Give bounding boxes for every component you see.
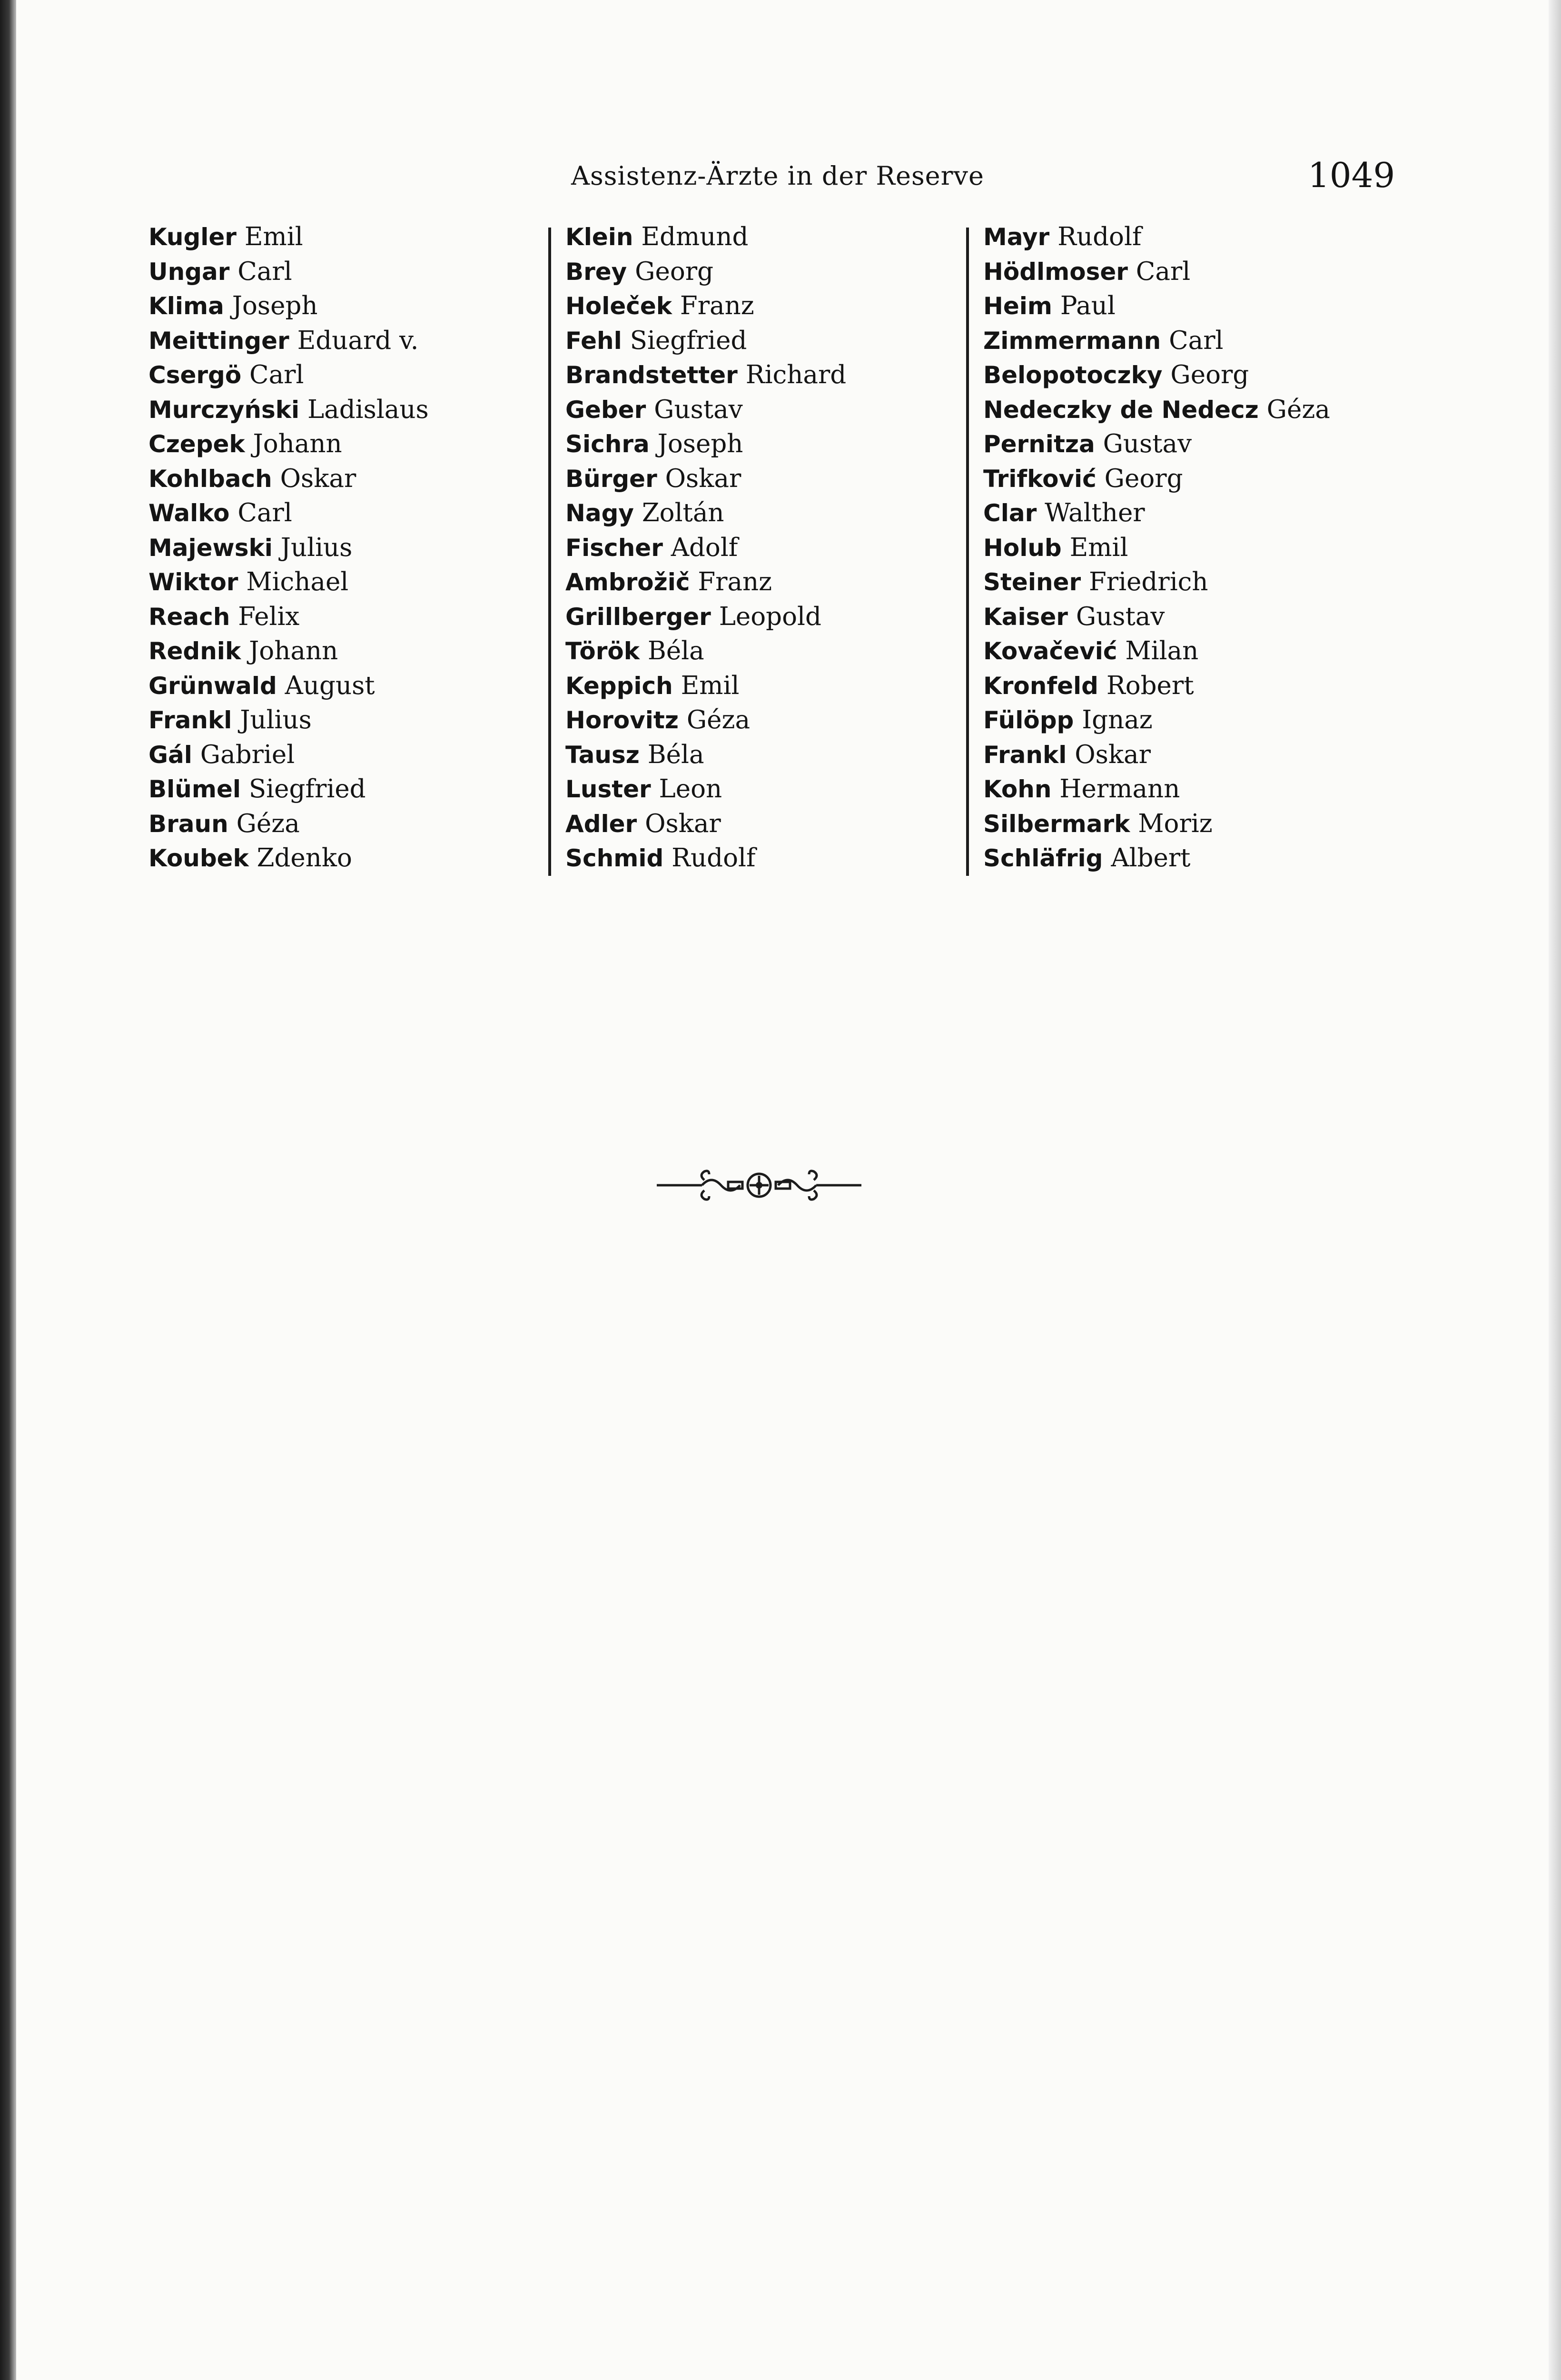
surname: Czepek	[148, 430, 245, 458]
surname: Meittinger	[148, 327, 289, 355]
surname: Clar	[983, 499, 1037, 527]
given-name: Carl	[1136, 257, 1191, 286]
surname: Kaiser	[983, 603, 1068, 631]
name-entry	[565, 289, 846, 324]
name-entry	[565, 324, 846, 358]
name-entry	[983, 358, 1330, 393]
given-name: Paul	[1060, 291, 1116, 320]
name-entry	[565, 634, 846, 669]
name-entry	[565, 738, 846, 773]
name-entry	[565, 255, 846, 289]
surname: Frankl	[983, 741, 1067, 769]
surname: Brandstetter	[565, 361, 738, 389]
name-entry	[148, 807, 429, 842]
given-name: August	[285, 671, 375, 700]
surname: Hödlmoser	[983, 258, 1128, 286]
name-entry	[148, 565, 429, 600]
name-entry	[148, 462, 429, 496]
page-binding-edge	[0, 0, 16, 2380]
given-name: Eduard v.	[297, 326, 419, 355]
surname: Horovitz	[565, 706, 679, 734]
name-entry	[983, 255, 1330, 289]
name-entry	[148, 600, 429, 635]
given-name: Walther	[1045, 498, 1145, 527]
surname: Braun	[148, 810, 228, 838]
given-name: Carl	[237, 257, 292, 286]
given-name: Hermann	[1059, 774, 1180, 803]
given-name: Géza	[686, 705, 751, 734]
running-title: Assistenz-Ärzte in der Reserve	[571, 161, 984, 191]
given-name: Carl	[249, 360, 304, 389]
name-entry	[148, 289, 429, 324]
name-entry	[565, 841, 846, 876]
name-entry	[148, 324, 429, 358]
name-entry	[983, 738, 1330, 773]
surname: Holeček	[565, 292, 672, 320]
name-entry	[565, 462, 846, 496]
given-name: Albert	[1111, 843, 1191, 873]
column-divider-1	[548, 228, 551, 876]
surname: Adler	[565, 810, 637, 838]
name-entry	[983, 565, 1330, 600]
name-entry	[565, 427, 846, 462]
given-name: Robert	[1106, 671, 1194, 700]
surname: Walko	[148, 499, 230, 527]
given-name: Siegfried	[248, 774, 366, 803]
surname: Steiner	[983, 568, 1081, 596]
given-name: Oskar	[665, 464, 741, 493]
name-entry	[565, 393, 846, 427]
surname: Heim	[983, 292, 1052, 320]
surname: Wiktor	[148, 568, 238, 596]
given-name: Oskar	[645, 809, 721, 838]
surname: Grillberger	[565, 603, 711, 631]
given-name: Georg	[635, 257, 714, 286]
surname: Schläfrig	[983, 844, 1103, 872]
name-entry	[565, 807, 846, 842]
given-name: Adolf	[671, 533, 738, 562]
name-column-3	[983, 220, 1330, 876]
given-name: Gustav	[1103, 429, 1192, 458]
given-name: Georg	[1104, 464, 1183, 493]
name-entry	[983, 703, 1330, 738]
given-name: Julius	[240, 705, 312, 734]
surname: Reach	[148, 603, 230, 631]
name-entry	[148, 703, 429, 738]
name-entry	[983, 841, 1330, 876]
page-outer-edge	[1549, 0, 1561, 2380]
name-entry	[983, 289, 1330, 324]
name-entry	[983, 324, 1330, 358]
surname: Kovačević	[983, 637, 1117, 665]
name-entry	[983, 531, 1330, 565]
surname: Csergö	[148, 361, 242, 389]
surname: Bürger	[565, 465, 657, 493]
given-name: Emil	[244, 222, 303, 251]
name-entry	[148, 393, 429, 427]
surname: Török	[565, 637, 640, 665]
name-entry	[148, 531, 429, 565]
given-name: Johann	[253, 429, 342, 458]
surname: Nedeczky de Nedecz	[983, 396, 1259, 424]
given-name: Zoltán	[642, 498, 724, 527]
given-name: Gustav	[654, 395, 743, 424]
surname: Tausz	[565, 741, 640, 769]
surname: Fischer	[565, 534, 663, 562]
given-name: Rudolf	[1057, 222, 1142, 251]
name-column-2	[565, 220, 846, 876]
surname: Klein	[565, 223, 633, 251]
surname: Rednik	[148, 637, 241, 665]
surname: Belopotoczky	[983, 361, 1163, 389]
name-entry	[148, 772, 429, 807]
given-name: Emil	[681, 671, 740, 700]
name-entry	[148, 358, 429, 393]
surname: Keppich	[565, 672, 673, 700]
given-name: Richard	[745, 360, 847, 389]
surname: Trifković	[983, 465, 1097, 493]
name-entry	[148, 220, 429, 255]
name-entry	[565, 600, 846, 635]
surname: Zimmermann	[983, 327, 1161, 355]
end-ornament-icon	[657, 1169, 861, 1202]
surname: Kronfeld	[983, 672, 1098, 700]
surname: Holub	[983, 534, 1062, 562]
given-name: Milan	[1125, 636, 1199, 665]
name-entry	[148, 669, 429, 704]
given-name: Siegfried	[630, 326, 747, 355]
name-entry	[983, 634, 1330, 669]
name-column-1	[148, 220, 429, 876]
surname: Luster	[565, 775, 651, 803]
given-name: Michael	[246, 567, 349, 596]
given-name: Gustav	[1076, 602, 1165, 631]
given-name: Gabriel	[200, 740, 295, 769]
name-entry	[565, 669, 846, 704]
name-entry	[983, 220, 1330, 255]
given-name: Géza	[1266, 395, 1330, 424]
given-name: Béla	[647, 636, 704, 665]
name-entry	[148, 255, 429, 289]
given-name: Friedrich	[1089, 567, 1208, 596]
name-entry	[565, 772, 846, 807]
given-name: Béla	[647, 740, 704, 769]
surname: Brey	[565, 258, 627, 286]
surname: Grünwald	[148, 672, 277, 700]
given-name: Edmund	[641, 222, 749, 251]
given-name: Rudolf	[672, 843, 756, 873]
name-entry	[565, 703, 846, 738]
name-entry	[983, 807, 1330, 842]
name-entry	[148, 634, 429, 669]
surname: Ungar	[148, 258, 230, 286]
name-entry	[983, 772, 1330, 807]
given-name: Franz	[680, 291, 754, 320]
name-entry	[565, 358, 846, 393]
name-entry	[983, 496, 1330, 531]
given-name: Moriz	[1138, 809, 1213, 838]
given-name: Zdenko	[257, 843, 352, 873]
surname: Fehl	[565, 327, 622, 355]
surname: Fülöpp	[983, 706, 1074, 734]
given-name: Julius	[280, 533, 353, 562]
given-name: Franz	[698, 567, 772, 596]
name-entry	[565, 531, 846, 565]
surname: Ambrožič	[565, 568, 690, 596]
name-entry	[983, 462, 1330, 496]
given-name: Carl	[237, 498, 292, 527]
surname: Majewski	[148, 534, 273, 562]
given-name: Ladislaus	[307, 395, 429, 424]
name-entry	[983, 669, 1330, 704]
name-entry	[565, 496, 846, 531]
name-entry	[565, 220, 846, 255]
surname: Murczyński	[148, 396, 300, 424]
given-name: Géza	[236, 809, 300, 838]
surname: Koubek	[148, 844, 249, 872]
surname: Silbermark	[983, 810, 1130, 838]
given-name: Oskar	[280, 464, 356, 493]
surname: Blümel	[148, 775, 241, 803]
surname: Kugler	[148, 223, 237, 251]
name-entry	[565, 565, 846, 600]
given-name: Joseph	[232, 291, 318, 320]
name-entry	[148, 427, 429, 462]
surname: Mayr	[983, 223, 1050, 251]
surname: Pernitza	[983, 430, 1095, 458]
given-name: Oskar	[1075, 740, 1151, 769]
name-entry	[148, 496, 429, 531]
surname: Kohn	[983, 775, 1052, 803]
name-entry	[983, 427, 1330, 462]
name-entry	[148, 738, 429, 773]
surname: Frankl	[148, 706, 232, 734]
given-name: Georg	[1170, 360, 1249, 389]
name-entry	[148, 841, 429, 876]
given-name: Ignaz	[1082, 705, 1153, 734]
given-name: Joseph	[657, 429, 743, 458]
surname: Schmid	[565, 844, 664, 872]
surname: Kohlbach	[148, 465, 272, 493]
name-entry	[983, 600, 1330, 635]
given-name: Leopold	[719, 602, 821, 631]
column-divider-2	[966, 228, 969, 876]
given-name: Johann	[249, 636, 338, 665]
surname: Gál	[148, 741, 192, 769]
given-name: Felix	[238, 602, 300, 631]
given-name: Carl	[1169, 326, 1224, 355]
given-name: Emil	[1069, 533, 1128, 562]
surname: Klima	[148, 292, 224, 320]
surname: Nagy	[565, 499, 634, 527]
surname: Sichra	[565, 430, 650, 458]
surname: Geber	[565, 396, 646, 424]
page-number: 1049	[1308, 155, 1395, 195]
name-entry	[983, 393, 1330, 427]
given-name: Leon	[659, 774, 722, 803]
